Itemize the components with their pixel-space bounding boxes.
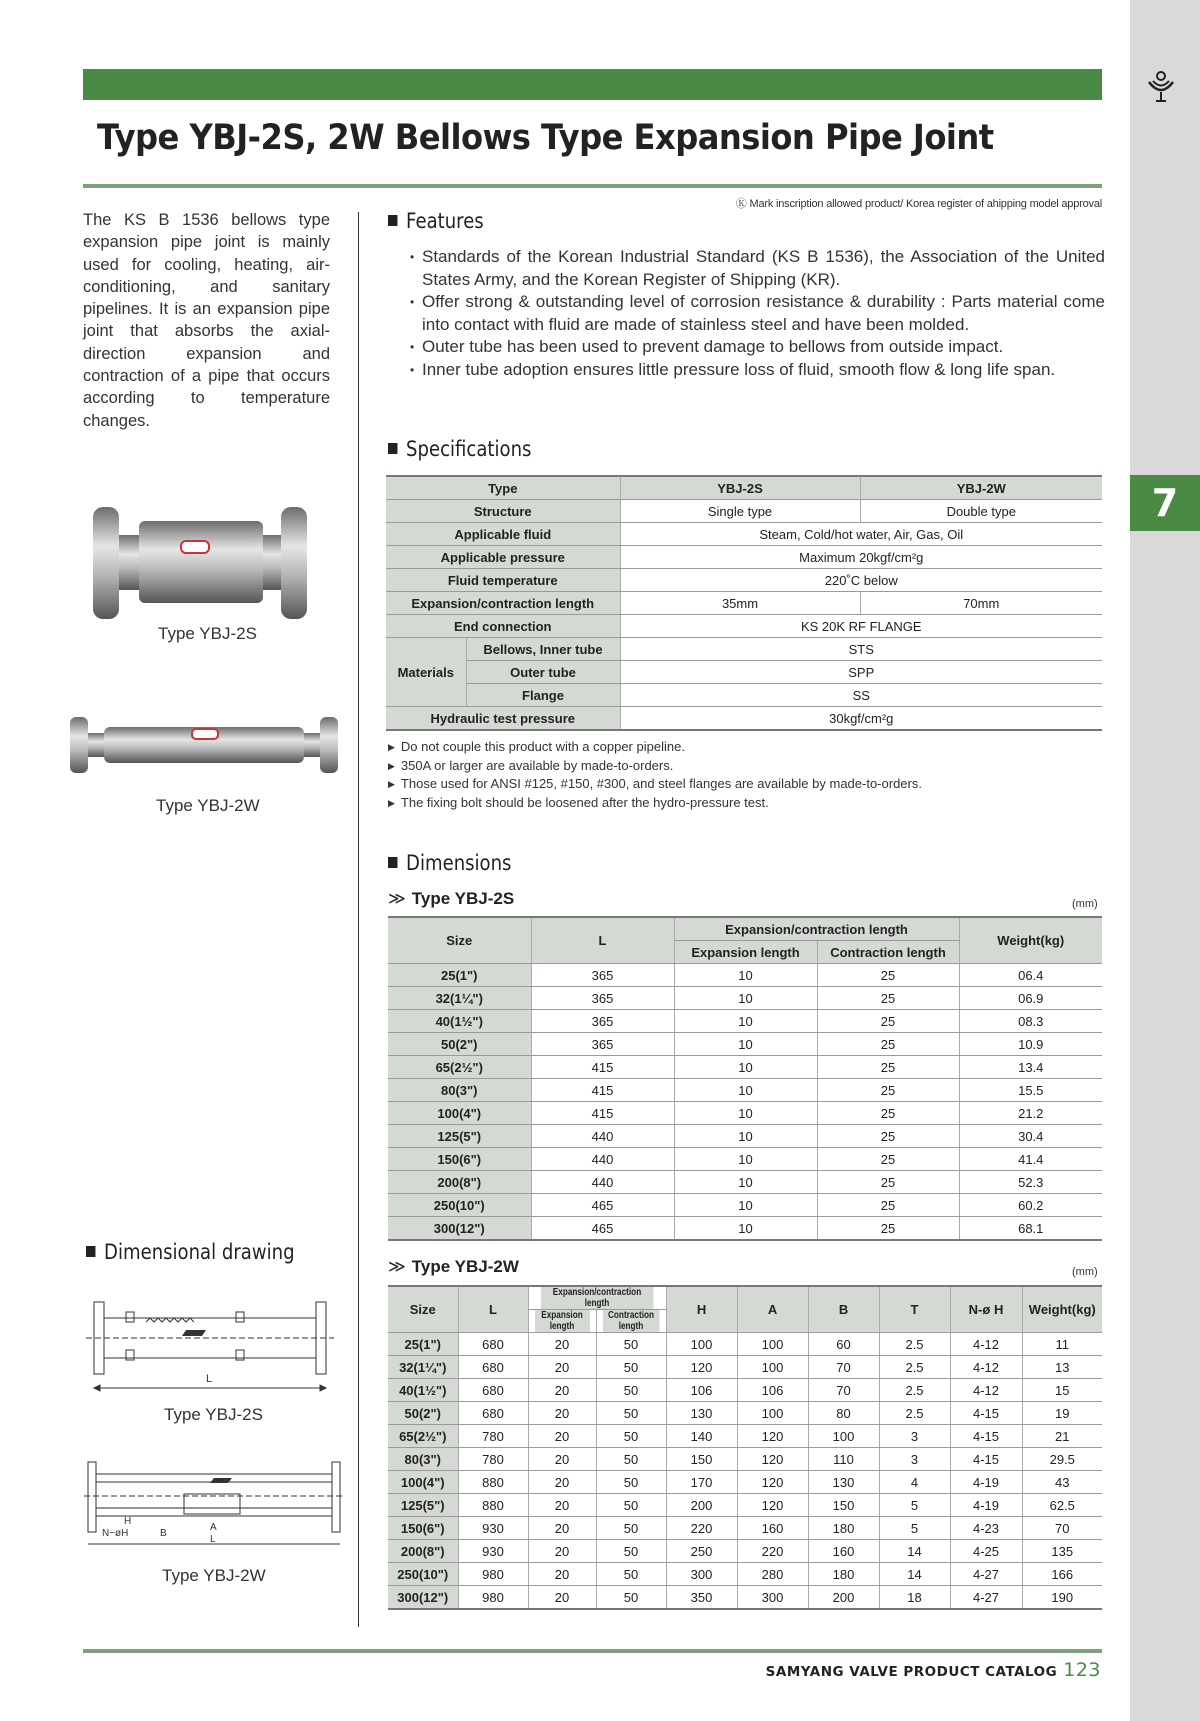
table-cell: 50 bbox=[596, 1379, 666, 1402]
table-cell: 15 bbox=[1022, 1379, 1102, 1402]
product-photo-ybj2s bbox=[85, 505, 315, 620]
table-cell: 415 bbox=[531, 1102, 674, 1125]
table-row: Size L Expansion/contraction length H A B T N-ø H Weight(kg) bbox=[388, 1286, 1102, 1310]
table-row bbox=[388, 1563, 1102, 1586]
table-cell: 25 bbox=[817, 1148, 959, 1171]
table-row bbox=[388, 1010, 1102, 1033]
table-row bbox=[388, 1056, 1102, 1079]
product-photo-ybj2w bbox=[68, 715, 340, 775]
size-cell: 80(3") bbox=[388, 1448, 458, 1471]
drawing-heading: Dimensional drawing bbox=[86, 1240, 295, 1264]
table-cell: 50 bbox=[596, 1471, 666, 1494]
size-cell: 80(3") bbox=[388, 1079, 531, 1102]
drawing-ybj2w bbox=[84, 1458, 344, 1554]
table-cell: 20 bbox=[528, 1356, 596, 1379]
table-cell: 250 bbox=[666, 1540, 737, 1563]
table-row: Hydraulic test pressure 30kgf/cm²g bbox=[386, 707, 1102, 731]
table-cell: 160 bbox=[808, 1540, 879, 1563]
brand-logo-icon bbox=[1143, 68, 1179, 104]
table-cell: 50 bbox=[596, 1448, 666, 1471]
table-cell: 70 bbox=[1022, 1517, 1102, 1540]
table-cell: 4-19 bbox=[950, 1471, 1022, 1494]
table-cell: 140 bbox=[666, 1425, 737, 1448]
table-cell: 4-15 bbox=[950, 1402, 1022, 1425]
table-cell: 20 bbox=[528, 1448, 596, 1471]
size-cell: 125(5") bbox=[388, 1494, 458, 1517]
table-cell: 4-23 bbox=[950, 1517, 1022, 1540]
mark-note: Ⓚ Mark inscription allowed product/ Korea register of ahipping model approval bbox=[735, 198, 1102, 210]
table-cell: 120 bbox=[737, 1448, 808, 1471]
list-item: ▶ The fixing bolt should be loosened after the hydro-pressure test. bbox=[388, 794, 922, 813]
specifications-heading: Specifications bbox=[388, 437, 531, 461]
table-cell: 220 bbox=[666, 1517, 737, 1540]
table-row bbox=[388, 1494, 1102, 1517]
table-cell: 980 bbox=[458, 1563, 528, 1586]
table-cell: 30.4 bbox=[959, 1125, 1102, 1148]
table-row: Structure Single type Double type bbox=[386, 500, 1102, 523]
table-cell: 18 bbox=[879, 1586, 950, 1610]
table-cell: 50 bbox=[596, 1586, 666, 1610]
table-cell: 4-25 bbox=[950, 1540, 1022, 1563]
title-divider bbox=[83, 184, 1102, 188]
table-cell: 52.3 bbox=[959, 1171, 1102, 1194]
table-cell: 106 bbox=[666, 1379, 737, 1402]
table-cell: 25 bbox=[817, 1056, 959, 1079]
table-row: Size L Expansion/contraction length Weight(kg) bbox=[388, 917, 1102, 941]
features-heading: Features bbox=[388, 209, 484, 233]
table-cell: 25 bbox=[817, 1217, 959, 1241]
table-cell: 365 bbox=[531, 1033, 674, 1056]
table-cell: 41.4 bbox=[959, 1148, 1102, 1171]
column-divider bbox=[358, 212, 359, 1627]
table-cell: 100 bbox=[737, 1333, 808, 1356]
table-cell: 2.5 bbox=[879, 1356, 950, 1379]
table-cell: 106 bbox=[737, 1379, 808, 1402]
caption-ybj2w: Type YBJ-2W bbox=[156, 796, 260, 815]
table-cell: 680 bbox=[458, 1402, 528, 1425]
table-cell: 50 bbox=[596, 1402, 666, 1425]
table-cell: 60.2 bbox=[959, 1194, 1102, 1217]
table-cell: 465 bbox=[531, 1194, 674, 1217]
side-strip bbox=[1130, 0, 1200, 1721]
table-cell: 180 bbox=[808, 1563, 879, 1586]
table-cell: 11 bbox=[1022, 1333, 1102, 1356]
table-row: Outer tube SPP bbox=[386, 661, 1102, 684]
table-row bbox=[388, 1171, 1102, 1194]
dimensions-heading: Dimensions bbox=[388, 851, 511, 875]
page-number: 123 bbox=[1063, 1659, 1101, 1681]
table-cell: 190 bbox=[1022, 1586, 1102, 1610]
table-cell: 20 bbox=[528, 1402, 596, 1425]
table-cell: 100 bbox=[808, 1425, 879, 1448]
size-cell: 65(2½") bbox=[388, 1425, 458, 1448]
table-row bbox=[388, 1217, 1102, 1241]
table-cell: 10 bbox=[674, 964, 817, 987]
list-item: • Outer tube has been used to prevent damage to bellows from outside impact. bbox=[410, 336, 1105, 359]
table-cell: 100 bbox=[737, 1356, 808, 1379]
table-cell: 680 bbox=[458, 1379, 528, 1402]
table-cell: 14 bbox=[879, 1563, 950, 1586]
table-row bbox=[388, 1540, 1102, 1563]
dim-label-a: A bbox=[210, 1522, 217, 1533]
size-cell: 50(2") bbox=[388, 1033, 531, 1056]
table-row bbox=[388, 1148, 1102, 1171]
table-cell: 80 bbox=[808, 1402, 879, 1425]
dimensions-table-ybj2w bbox=[388, 1285, 1102, 1610]
table-cell: 25 bbox=[817, 1102, 959, 1125]
table-cell: 930 bbox=[458, 1517, 528, 1540]
table-cell: 50 bbox=[596, 1425, 666, 1448]
table-cell: 130 bbox=[808, 1471, 879, 1494]
table-cell: 43 bbox=[1022, 1471, 1102, 1494]
table-row: Type YBJ-2S YBJ-2W bbox=[386, 476, 1102, 500]
table-cell: 68.1 bbox=[959, 1217, 1102, 1241]
table-row: Expansion/contraction length 35mm 70mm bbox=[386, 592, 1102, 615]
table-cell: 4-12 bbox=[950, 1379, 1022, 1402]
size-cell: 25(1") bbox=[388, 964, 531, 987]
table-cell: 680 bbox=[458, 1356, 528, 1379]
table-cell: 440 bbox=[531, 1148, 674, 1171]
table-cell: 20 bbox=[528, 1563, 596, 1586]
table-cell: 50 bbox=[596, 1540, 666, 1563]
page-title: Type YBJ-2S, 2W Bellows Type Expansion Pipe Joint bbox=[97, 118, 994, 158]
list-item: • Standards of the Korean Industrial Standard (KS B 1536), the Association of the United States Army, and the Korean Register of Shipping (KR). bbox=[410, 246, 1105, 291]
table-cell: 120 bbox=[666, 1356, 737, 1379]
table-cell: 3 bbox=[879, 1425, 950, 1448]
table-row bbox=[388, 1125, 1102, 1148]
size-cell: 40(1½") bbox=[388, 1010, 531, 1033]
table-cell: 4-15 bbox=[950, 1448, 1022, 1471]
size-cell: 150(6") bbox=[388, 1517, 458, 1540]
table-row bbox=[388, 1194, 1102, 1217]
table-cell: 19 bbox=[1022, 1402, 1102, 1425]
dim-label-h: H bbox=[124, 1516, 132, 1527]
table-cell: 440 bbox=[531, 1125, 674, 1148]
dim-label-l: L bbox=[210, 1534, 216, 1545]
table-row: End connection KS 20K RF FLANGE bbox=[386, 615, 1102, 638]
table-row bbox=[388, 1379, 1102, 1402]
table-cell: 50 bbox=[596, 1494, 666, 1517]
drawing-ybj2s bbox=[86, 1298, 334, 1398]
table-cell: 365 bbox=[531, 1010, 674, 1033]
table-row bbox=[388, 1517, 1102, 1540]
table-cell: 13 bbox=[1022, 1356, 1102, 1379]
list-item: • Inner tube adoption ensures little pressure loss of fluid, smooth flow & long life span. bbox=[410, 359, 1105, 382]
features-list bbox=[410, 246, 1105, 381]
table-cell: 150 bbox=[666, 1448, 737, 1471]
bullet-square-icon bbox=[388, 443, 397, 454]
unit-label: (mm) bbox=[1072, 1266, 1098, 1278]
table-cell: 780 bbox=[458, 1448, 528, 1471]
table-cell: 20 bbox=[528, 1494, 596, 1517]
table-cell: 10.9 bbox=[959, 1033, 1102, 1056]
table-cell: 10 bbox=[674, 987, 817, 1010]
table-cell: 4-27 bbox=[950, 1586, 1022, 1610]
table-cell: 25 bbox=[817, 1010, 959, 1033]
size-cell: 65(2½") bbox=[388, 1056, 531, 1079]
table-cell: 160 bbox=[737, 1517, 808, 1540]
table-cell: 4-12 bbox=[950, 1333, 1022, 1356]
size-cell: 40(1½") bbox=[388, 1379, 458, 1402]
notes-list bbox=[388, 738, 922, 812]
table-cell: 120 bbox=[737, 1494, 808, 1517]
table-cell: 10 bbox=[674, 1217, 817, 1241]
bullet-square-icon bbox=[388, 215, 397, 226]
table-cell: 350 bbox=[666, 1586, 737, 1610]
table-cell: 365 bbox=[531, 964, 674, 987]
footer: SAMYANG VALVE PRODUCT CATALOG 123 bbox=[765, 1659, 1101, 1681]
table-row bbox=[388, 1102, 1102, 1125]
table-cell: 166 bbox=[1022, 1563, 1102, 1586]
table-cell: 4-12 bbox=[950, 1356, 1022, 1379]
table-cell: 21.2 bbox=[959, 1102, 1102, 1125]
table-cell: 465 bbox=[531, 1217, 674, 1241]
table-cell: 10 bbox=[674, 1033, 817, 1056]
table-cell: 5 bbox=[879, 1494, 950, 1517]
table-cell: 4 bbox=[879, 1471, 950, 1494]
table-cell: 10 bbox=[674, 1010, 817, 1033]
table-cell: 415 bbox=[531, 1079, 674, 1102]
size-cell: 50(2") bbox=[388, 1402, 458, 1425]
size-cell: 100(4") bbox=[388, 1102, 531, 1125]
table-row: Applicable pressure Maximum 20kgf/cm²g bbox=[386, 546, 1102, 569]
table-cell: 20 bbox=[528, 1379, 596, 1402]
table-cell: 220 bbox=[737, 1540, 808, 1563]
table-row bbox=[388, 1333, 1102, 1356]
size-cell: 150(6") bbox=[388, 1148, 531, 1171]
double-chevron-icon: ≫ bbox=[388, 889, 406, 908]
table-cell: 25 bbox=[817, 987, 959, 1010]
double-chevron-icon: ≫ bbox=[388, 1257, 406, 1276]
table-cell: 25 bbox=[817, 1125, 959, 1148]
footer-divider bbox=[83, 1649, 1102, 1653]
chapter-tab[interactable]: 7 bbox=[1130, 475, 1200, 531]
table-cell: 10 bbox=[674, 1148, 817, 1171]
table-cell: 14 bbox=[879, 1540, 950, 1563]
size-cell: 300(12") bbox=[388, 1586, 458, 1610]
table-cell: 680 bbox=[458, 1333, 528, 1356]
list-item: ▶ 350A or larger are available by made-to-orders. bbox=[388, 757, 922, 776]
table-cell: 10 bbox=[674, 1079, 817, 1102]
table-cell: 980 bbox=[458, 1586, 528, 1610]
table-row bbox=[388, 1033, 1102, 1056]
drawing-caption-ybj2w: Type YBJ-2W bbox=[162, 1566, 266, 1585]
bullet-square-icon bbox=[86, 1246, 95, 1257]
dim-label-b: B bbox=[160, 1528, 167, 1539]
size-cell: 200(8") bbox=[388, 1540, 458, 1563]
table-cell: 06.4 bbox=[959, 964, 1102, 987]
table-row: Materials Bellows, Inner tube STS bbox=[386, 638, 1102, 661]
size-cell: 32(1¼") bbox=[388, 1356, 458, 1379]
table-cell: 20 bbox=[528, 1540, 596, 1563]
dimensions-table-ybj2s bbox=[388, 916, 1102, 1241]
caption-ybj2s: Type YBJ-2S bbox=[158, 624, 257, 643]
table-cell: 200 bbox=[808, 1586, 879, 1610]
table-row bbox=[388, 987, 1102, 1010]
header-bar bbox=[83, 69, 1102, 100]
table-cell: 20 bbox=[528, 1586, 596, 1610]
list-item: ▶ Do not couple this product with a copper pipeline. bbox=[388, 738, 922, 757]
table-cell: 135 bbox=[1022, 1540, 1102, 1563]
size-cell: 25(1") bbox=[388, 1333, 458, 1356]
table-cell: 100 bbox=[737, 1402, 808, 1425]
table-cell: 50 bbox=[596, 1563, 666, 1586]
size-cell: 250(10") bbox=[388, 1194, 531, 1217]
size-cell: 200(8") bbox=[388, 1171, 531, 1194]
table-cell: 25 bbox=[817, 1171, 959, 1194]
table-cell: 25 bbox=[817, 1079, 959, 1102]
list-item: ▶ Those used for ANSI #125, #150, #300, and steel flanges are available by made-to-orders. bbox=[388, 775, 922, 794]
table-cell: 10 bbox=[674, 1194, 817, 1217]
table-row: Flange SS bbox=[386, 684, 1102, 707]
table-cell: 25 bbox=[817, 964, 959, 987]
table-cell: 120 bbox=[737, 1471, 808, 1494]
table-cell: 110 bbox=[808, 1448, 879, 1471]
table-row: Expansion length Contraction length bbox=[388, 1310, 1102, 1333]
table-row: Applicable fluid Steam, Cold/hot water, Air, Gas, Oil bbox=[386, 523, 1102, 546]
table-cell: 70 bbox=[808, 1356, 879, 1379]
table-cell: 880 bbox=[458, 1494, 528, 1517]
table-cell: 20 bbox=[528, 1425, 596, 1448]
table-cell: 15.5 bbox=[959, 1079, 1102, 1102]
table-cell: 170 bbox=[666, 1471, 737, 1494]
table-cell: 62.5 bbox=[1022, 1494, 1102, 1517]
table-cell: 130 bbox=[666, 1402, 737, 1425]
table-cell: 440 bbox=[531, 1171, 674, 1194]
table-row bbox=[388, 1402, 1102, 1425]
table-cell: 780 bbox=[458, 1425, 528, 1448]
subheading-ybj2s: ≫ Type YBJ-2S bbox=[388, 889, 515, 908]
dim-label-l: L bbox=[206, 1373, 213, 1385]
table-row: Fluid temperature 220˚C below bbox=[386, 569, 1102, 592]
table-cell: 3 bbox=[879, 1448, 950, 1471]
size-cell: 100(4") bbox=[388, 1471, 458, 1494]
table-cell: 10 bbox=[674, 1102, 817, 1125]
table-cell: 280 bbox=[737, 1563, 808, 1586]
table-cell: 930 bbox=[458, 1540, 528, 1563]
table-row: Expansion length Contraction length bbox=[388, 941, 1102, 964]
specifications-table bbox=[386, 475, 1102, 731]
table-cell: 50 bbox=[596, 1356, 666, 1379]
table-cell: 25 bbox=[817, 1194, 959, 1217]
table-cell: 880 bbox=[458, 1471, 528, 1494]
table-cell: 70 bbox=[808, 1379, 879, 1402]
table-row bbox=[388, 1425, 1102, 1448]
size-cell: 32(1¼") bbox=[388, 987, 531, 1010]
table-cell: 20 bbox=[528, 1333, 596, 1356]
table-row bbox=[388, 1448, 1102, 1471]
table-cell: 120 bbox=[737, 1425, 808, 1448]
dim-label-nh: N−øH bbox=[102, 1528, 129, 1539]
table-cell: 4-19 bbox=[950, 1494, 1022, 1517]
table-cell: 180 bbox=[808, 1517, 879, 1540]
table-cell: 300 bbox=[737, 1586, 808, 1610]
size-cell: 125(5") bbox=[388, 1125, 531, 1148]
size-cell: 250(10") bbox=[388, 1563, 458, 1586]
table-cell: 2.5 bbox=[879, 1402, 950, 1425]
table-cell: 21 bbox=[1022, 1425, 1102, 1448]
table-cell: 25 bbox=[817, 1033, 959, 1056]
table-cell: 4-27 bbox=[950, 1563, 1022, 1586]
table-cell: 4-15 bbox=[950, 1425, 1022, 1448]
table-cell: 300 bbox=[666, 1563, 737, 1586]
table-cell: 200 bbox=[666, 1494, 737, 1517]
table-cell: 13.4 bbox=[959, 1056, 1102, 1079]
table-row bbox=[388, 1586, 1102, 1610]
table-cell: 20 bbox=[528, 1517, 596, 1540]
table-cell: 10 bbox=[674, 1125, 817, 1148]
table-row bbox=[388, 1356, 1102, 1379]
size-cell: 300(12") bbox=[388, 1217, 531, 1241]
list-item: • Offer strong & outstanding level of corrosion resistance & durability : Parts material come into contact with fluid are made of stainless steel and have been molded. bbox=[410, 291, 1105, 336]
table-cell: 50 bbox=[596, 1517, 666, 1540]
unit-label: (mm) bbox=[1072, 898, 1098, 910]
table-row bbox=[388, 1079, 1102, 1102]
table-cell: 415 bbox=[531, 1056, 674, 1079]
table-cell: 100 bbox=[666, 1333, 737, 1356]
table-cell: 2.5 bbox=[879, 1333, 950, 1356]
table-cell: 10 bbox=[674, 1171, 817, 1194]
subheading-ybj2w: ≫ Type YBJ-2W bbox=[388, 1257, 519, 1276]
table-cell: 20 bbox=[528, 1471, 596, 1494]
table-cell: 10 bbox=[674, 1056, 817, 1079]
table-cell: 365 bbox=[531, 987, 674, 1010]
table-row bbox=[388, 1471, 1102, 1494]
table-cell: 60 bbox=[808, 1333, 879, 1356]
table-cell: 50 bbox=[596, 1333, 666, 1356]
table-cell: 150 bbox=[808, 1494, 879, 1517]
table-cell: 06.9 bbox=[959, 987, 1102, 1010]
table-cell: 5 bbox=[879, 1517, 950, 1540]
table-cell: 2.5 bbox=[879, 1379, 950, 1402]
table-cell: 29.5 bbox=[1022, 1448, 1102, 1471]
drawing-caption-ybj2s: Type YBJ-2S bbox=[164, 1405, 263, 1424]
bullet-square-icon bbox=[388, 857, 397, 868]
table-cell: 08.3 bbox=[959, 1010, 1102, 1033]
table-row bbox=[388, 964, 1102, 987]
intro-paragraph: The KS B 1536 bellows type expansion pipe joint is mainly used for cooling, heating, air-conditioning, and sanitary pipelines. It is an expansion pipe joint that absorbs the axial-direction expansion and contraction of a pipe that occurs according to temperature changes. bbox=[83, 211, 330, 430]
